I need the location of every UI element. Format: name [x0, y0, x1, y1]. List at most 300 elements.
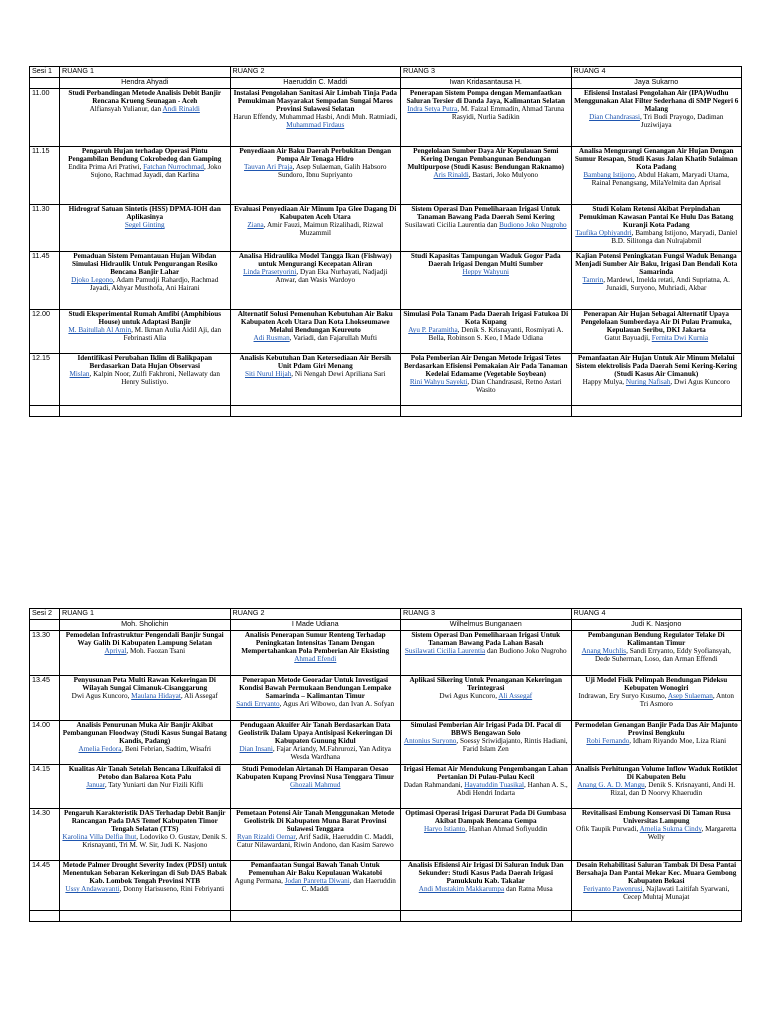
room-label: RUANG 3 [401, 609, 572, 620]
empty-row [30, 911, 742, 922]
paper-authors [574, 737, 740, 745]
presenter-name[interactable]: Ussy Andawayanti [65, 885, 120, 894]
paper-authors [574, 378, 740, 386]
session-chair: Iwan Kridasantausa H. [401, 78, 572, 89]
presenter-name[interactable]: Fatchan Nurrochmad [143, 163, 205, 172]
empty-cell [401, 406, 572, 417]
paper-cell [401, 310, 572, 354]
coauthors: , Ni Nengah Dewi Apriliana Sari [291, 370, 386, 379]
paper-title: Studi Perbandingan Metode Analisis Debit Banjir Rencana Krueng Seunagan - Aceh [68, 89, 222, 106]
presenter-name[interactable]: Maulana Hidayat [131, 692, 181, 701]
session-2-body [30, 609, 742, 922]
paper-title: Pemetaan Potensi Air Tanah Menggunakan Metode Geolistrik Di Kabupaten Muna Barat Provinsi Sulawesi Tenggara [236, 809, 395, 834]
chair-spacer [30, 620, 60, 631]
presenter-name[interactable]: Rini Wahyu Sayekti [409, 378, 468, 387]
schedule-row [30, 252, 742, 310]
paper-title: Simulasi Pola Tanam Pada Daerah Irigasi Fatukoa Di Kota Kupang [403, 310, 569, 327]
schedule-row [30, 310, 742, 354]
paper-authors [62, 163, 228, 179]
paper-authors [403, 171, 569, 179]
paper-title: Pemaduan Sistem Pemantauan Hujan Wibdan Simulasi Hidraulik Untuk Pengurangan Resiko Bencana Banjir Lahar [72, 252, 218, 277]
author-list: Harun Effendy, Muhammad Hasbi, Andi Muh. Ratmiadi, [233, 113, 398, 122]
paper-authors [403, 885, 569, 893]
paper-authors [62, 833, 228, 849]
schedule-row [30, 631, 742, 676]
paper-title: Analisis Perhitungan Volume Inflow Waduk Rotiklot Di Kabupaten Belu [575, 765, 738, 782]
paper-cell [571, 765, 742, 809]
room-label: RUANG 2 [230, 67, 401, 78]
paper-authors [233, 781, 399, 789]
paper-title: Studi Kolam Retensi Akibat Perpindahan Pemukiman Kawasan Pantai Ke Hulu Das Batang Kuranji Kota Padang [579, 205, 734, 230]
paper-cell [401, 631, 572, 676]
paper-cell [230, 310, 401, 354]
author-list: Alfiansyah Yulianur, dan [89, 105, 162, 114]
room-label: RUANG 4 [571, 609, 742, 620]
paper-authors [62, 885, 228, 893]
presenter-name[interactable]: Robi Fernando [586, 737, 630, 746]
room-label: RUANG 4 [571, 67, 742, 78]
presenter-name[interactable]: Ahmad Efendi [294, 655, 337, 664]
room-label: RUANG 1 [60, 67, 231, 78]
paper-cell [401, 252, 572, 310]
room-header-row [30, 67, 742, 78]
paper-authors [62, 647, 228, 655]
presenter-name[interactable]: Anang G. A. D. Mangu [577, 781, 645, 790]
coauthors: , Dwi Agus Kuncoro [670, 378, 730, 387]
paper-cell [60, 861, 231, 911]
author-list: Endita Prima Ari Pratiwi, [68, 163, 142, 172]
time-slot: 13.30 [30, 631, 60, 676]
paper-authors [403, 737, 569, 753]
time-slot: 13.45 [30, 676, 60, 721]
paper-title: Kajian Potensi Peningkatan Fungsi Waduk Benanga Menjadi Sumber Air Baku, Irigasi Dan Bendali Kota Samarinda [575, 252, 738, 277]
paper-authors [574, 781, 740, 797]
coauthors: , Fajar Ariandy, M.Fahrurozi, Yan Aditya Wesda Wardhana [272, 745, 391, 762]
paper-cell [571, 676, 742, 721]
paper-authors [574, 334, 740, 342]
empty-cell [230, 406, 401, 417]
author-list: Dwi Agus Kuncoro, [71, 692, 130, 701]
presenter-name[interactable]: Antonius Suryono [403, 737, 457, 746]
paper-cell [230, 676, 401, 721]
coauthors: , Anton Tri Asmoro [639, 692, 735, 709]
paper-title: Pembangunan Bendung Regulator Telake Di Kalimantan Timur [587, 631, 725, 648]
chair-row [30, 620, 742, 631]
paper-authors [403, 105, 569, 121]
session-chair: Judi K. Nasjono [571, 620, 742, 631]
paper-title: Uji Model Fisik Pelimpah Bendungan Pideksu Kebupaten Wonogiri [585, 676, 728, 693]
paper-cell [571, 861, 742, 911]
paper-cell [60, 252, 231, 310]
presenter-name[interactable]: Ayu P. Paramitha [408, 326, 458, 335]
paper-authors [233, 370, 399, 378]
presenter-name[interactable]: Bambang Istijono [583, 171, 635, 180]
paper-cell [571, 89, 742, 147]
author-list: Indrawan, Ery Suryo Kusumo, [578, 692, 667, 701]
paper-authors [574, 276, 740, 292]
paper-authors [62, 105, 228, 113]
paper-authors [233, 268, 399, 284]
paper-cell [60, 721, 231, 765]
paper-cell [401, 147, 572, 205]
schedule-row [30, 765, 742, 809]
presenter-name[interactable]: Indra Setya Putra [407, 105, 458, 114]
paper-cell [230, 252, 401, 310]
presenter-name[interactable]: Andi Mustakim Makkarumpa [418, 885, 505, 894]
paper-authors [574, 113, 740, 129]
paper-title: Penerapan Sistem Pompa dengan Memanfaatkan Saluran Tersier di Danda Jaya, Kalimantan Selatan [406, 89, 566, 106]
presenter-name[interactable]: Ziana [247, 221, 264, 230]
chair-spacer [30, 78, 60, 89]
presenter-name[interactable]: Hayatuddin Tuasikal [464, 781, 524, 790]
presenter-name[interactable]: Heppy Wahyuni [462, 268, 510, 277]
coauthors: , dan Haeruddin C. Maddi [301, 877, 396, 894]
room-label: RUANG 3 [401, 67, 572, 78]
time-slot: 14.45 [30, 861, 60, 911]
paper-cell [401, 861, 572, 911]
presenter-name[interactable]: Tamrin [582, 276, 604, 285]
paper-title: Efisiensi Instalasi Pengolahan Air (IPA)Wudhu Menggunakan Alat Filter Sederhana di SMP Negeri 6 Malang [574, 89, 739, 114]
presenter-name[interactable]: Amelia Sukma Cindy [639, 825, 702, 834]
chair-row [30, 78, 742, 89]
empty-cell [230, 911, 401, 922]
presenter-name[interactable]: Andi Rinaldi [162, 105, 200, 114]
paper-authors [574, 647, 740, 663]
paper-cell [571, 147, 742, 205]
schedule-row [30, 676, 742, 721]
paper-cell [230, 861, 401, 911]
coauthors: , Beni Febrian, Sadtim, Wisafri [121, 745, 212, 754]
coauthors: , Donny Harisuseno, Rini Febriyanti [119, 885, 225, 894]
presenter-name[interactable]: Djoko Legono [71, 276, 113, 285]
paper-authors [403, 268, 569, 276]
coauthors: , Joko Sujono, Rachmad Jayadi, dan Karlina [90, 163, 222, 180]
paper-cell [60, 89, 231, 147]
presenter-name[interactable]: Ryan Rizaldi Oemar [236, 833, 296, 842]
paper-title: Pemanfaatan Sungai Bawah Tanah Untuk Pemenuhan Air Baku Kepulauan Wakatobi [248, 861, 383, 878]
paper-authors [62, 745, 228, 753]
coauthors: , Bastari, Joko Mulyono [468, 171, 539, 180]
presenter-name[interactable]: Dian Insani [239, 745, 273, 754]
paper-title: Sistem Operasi Dan Pemeliharaan Irigasi Untuk Tanaman Bawang Pada Daerah Semi Kering [411, 205, 561, 222]
presenter-name[interactable]: Amelia Fedora [78, 745, 122, 754]
paper-cell [60, 354, 231, 406]
schedule-row [30, 354, 742, 406]
paper-title: Revitalisasi Embung Konservasi Di Taman Rusa Universitas Lampung [581, 809, 731, 826]
paper-cell [571, 354, 742, 406]
paper-authors [403, 221, 569, 229]
session-1-body [30, 67, 742, 417]
paper-cell [230, 354, 401, 406]
paper-title: Identifikasi Perubahan Iklim di Balikpapan Berdasarkan Data Hujan Observasi [77, 354, 213, 371]
paper-authors [403, 326, 569, 342]
paper-cell [401, 354, 572, 406]
paper-cell [230, 147, 401, 205]
paper-title: Desain Rehabilitasi Saluran Tambak Di Desa Pantai Bersahaja Dan Pantai Mekar Kec. Muara Gembong Kabupaten Bekasi [576, 861, 737, 886]
paper-cell [60, 765, 231, 809]
empty-cell [30, 911, 60, 922]
paper-authors [574, 692, 740, 708]
paper-cell [401, 676, 572, 721]
paper-authors [403, 692, 569, 700]
presenter-name[interactable]: Ali Assegaf [498, 692, 533, 701]
paper-title: Studi Kapasitas Tampungan Waduk Gogor Pada Daerah Irigasi Dengan Multi Sumber [410, 252, 561, 269]
presenter-name[interactable]: Sandi Erryanto [236, 700, 280, 709]
paper-title: Sistem Operasi Dan Pemeliharaan Irigasi Untuk Tanaman Bawang Pada Lahan Basah [411, 631, 561, 648]
coauthors: , Soessy Sriwidjajanto, Rintis Hadiani, Farid Islam Zen [456, 737, 568, 754]
coauthors: , Dian Chandrasasi, Retno Astari Wasito [467, 378, 562, 395]
paper-authors [233, 745, 399, 761]
paper-authors [233, 113, 399, 129]
paper-title: Analisa Mengurangi Genangan Air Hujan Dengan Sumur Resapan, Studi Kasus Jalan Khatib Sulaiman Kota Padang [574, 147, 738, 172]
paper-cell [60, 631, 231, 676]
session-1-table [29, 66, 742, 417]
session-chair: Hendra Ahyadi [60, 78, 231, 89]
coauthors: , Najlawati Laitifah Syarwani, Cecep Muhtaj Munajat [623, 885, 730, 902]
paper-title: Analisis Kebutuhan Dan Ketersediaan Air Bersih Unit Pdam Giri Menang [239, 354, 391, 371]
presenter-name[interactable]: Susilawati Cicilia Laurentia [404, 647, 486, 656]
coauthors: , Kalpin Noor, Zulfi Fakhroni, Nellawaty dan Henry Sulistiyo. [89, 370, 220, 387]
presenter-name[interactable]: Taufika Ophiyandri [575, 229, 632, 238]
presenter-name[interactable]: Januar [86, 781, 105, 790]
coauthors: , Moh. Faozan Tsani [126, 647, 186, 656]
empty-cell [401, 911, 572, 922]
paper-authors [62, 692, 228, 700]
paper-title: Permodelan Genangan Banjir Pada Das Air Majunto Provinsi Bengkulu [574, 721, 738, 738]
paper-cell [571, 809, 742, 861]
paper-title: Penyediaan Air Baku Daerah Perbukitan Dengan Pompa Air Tenaga Hidro [239, 147, 392, 164]
empty-cell [571, 911, 742, 922]
author-list: Agung Permana, [234, 877, 283, 886]
paper-authors [403, 378, 569, 394]
empty-cell [30, 406, 60, 417]
presenter-name[interactable]: Nuring Nafisah [625, 378, 671, 387]
coauthors: , Idham Riyando Moe, Liza Riani [629, 737, 727, 746]
presenter-name[interactable]: Fernita Dwi Kurnia [651, 334, 709, 343]
paper-title: Alternatif Solusi Pemenuhan Kebutuhan Air Baku Kabupaten Aceh Utara Dan Kota Lhokseumawe Melalui Bendungan Keureuto [237, 310, 393, 335]
presenter-name[interactable]: Muhammad Firdaus [286, 121, 345, 130]
coauthors: dan Ratna Musa [504, 885, 553, 894]
paper-authors [574, 885, 740, 901]
paper-title: Penerapan Air Hujan Sebagai Alternatif Upaya Pengelolaan Sumberdaya Air Di Pulau Pramuka, Kepulauan Seribu, DKI Jakarta [580, 310, 732, 335]
paper-title: Pengelolaan Sumber Daya Air Kepulauan Semi Kering Dengan Pembangunan Bendungan Multipurpose (Studi Kasus: Bendungan Raknamo) [407, 147, 565, 172]
author-list: Gatut Bayuadji, [604, 334, 650, 343]
paper-cell [60, 147, 231, 205]
paper-cell [571, 310, 742, 354]
presenter-name[interactable]: Haryo Istianto [423, 825, 466, 834]
paper-cell [60, 809, 231, 861]
paper-cell [401, 89, 572, 147]
paper-cell [401, 721, 572, 765]
time-slot: 14.15 [30, 765, 60, 809]
empty-cell [571, 406, 742, 417]
paper-title: Analisis Penurunan Muka Air Banjir Akibat Pembangunan Floodway (Studi Kasus Sungai Batang Kandis, Padang) [62, 721, 227, 746]
coauthors: , Variadi, dan Fajarullah Mufti [289, 334, 377, 343]
empty-row [30, 406, 742, 417]
presenter-name[interactable]: Ghozali Mahmud [289, 781, 341, 790]
presenter-name[interactable]: Adi Rusman [253, 334, 290, 343]
coauthors: , Margaretta Welly [647, 825, 737, 842]
presenter-name[interactable]: Siti Nurul Hijah [244, 370, 292, 379]
paper-title: Pengaruh Karakteristik DAS Terhadap Debit Banjir Rancangan Pada DAS Temef Kabupaten Timor Tengah Selatan (TTS) [63, 809, 226, 834]
paper-title: Simulasi Pemberian Air Irigasi Pada DI. Pacal di BBWS Bengawan Solo [410, 721, 561, 738]
room-label: RUANG 2 [230, 609, 401, 620]
paper-authors [574, 229, 740, 245]
room-label: RUANG 1 [60, 609, 231, 620]
presenter-name[interactable]: Jodan Panretta Diwani [284, 877, 350, 886]
paper-cell [230, 765, 401, 809]
paper-title: Analisis Penerapan Sumur Renteng Terhadap Peningkatan Intensitas Tanam Dengan Mempertahankan Pola Pemberian Air Eksisting [241, 631, 390, 656]
paper-authors [233, 700, 399, 708]
paper-cell [571, 721, 742, 765]
paper-cell [230, 89, 401, 147]
paper-authors [574, 171, 740, 187]
coauthors: , Hanhan Ahmad Sofiyuddin [465, 825, 548, 834]
paper-authors [62, 221, 228, 229]
coauthors: , Dyan Eka Nurhayati, Nadjadji Anwar, dan Wasis Wardoyo [275, 268, 388, 285]
paper-cell [401, 765, 572, 809]
presenter-name[interactable]: Karolina Villa Delfia Ihut [62, 833, 137, 842]
coauthors: , Denik S. Krisnayanti, Andi H. Rizal, dan D Noorvy Khaerudin [610, 781, 736, 798]
author-list: Dwi Agus Kuncoro, [439, 692, 498, 701]
coauthors: , Bambang Istijono, Maryadi, Daniel B.D. Silitonga dan Nulrajabmil [611, 229, 738, 246]
paper-title: Optimasi Operasi Irigasi Darurat Pada Di Gumbasa Akibat Dampak Bencana Gempa [405, 809, 567, 826]
paper-cell [571, 631, 742, 676]
author-list: Dadan Rahmandani, [403, 781, 463, 790]
coauthors: , Denik S. Krisnayanti, Rosmiyati A. Bella, Robinson S. Keo, I Made Udiana [428, 326, 564, 343]
paper-title: Penerapan Metode Georadar Untuk Investigasi Kondisi Bawah Permukaan Bendungan Lempake Samarinda – Kalimantan Timur [239, 676, 392, 701]
presenter-name[interactable]: Dian Chandrasasi [589, 113, 640, 122]
paper-title: Pendugaan Akuifer Air Tanah Berdasarkan Data Geolistrik Dalam Upaya Antisipasi Kekeringan Di Kabupaten Gunung Kidul [238, 721, 393, 746]
coauthors: , Amir Fauzi, Maimun Rizalihadi, Rizwal Muzammil [263, 221, 384, 238]
presenter-name[interactable]: Segel Ginting [124, 221, 165, 230]
paper-title: Metode Palmer Drought Severity Index (PDSI) untuk Menentukan Sebaran Kekeringan di Sub DAS Babak Kab. Lombok Tengah Provinsi NTB [62, 861, 227, 886]
paper-title: Kualitas Air Tanah Setelah Bencana Likuifaksi di Petobo dan Balaroa Kota Palu [68, 765, 221, 782]
paper-title: Pemodelan Infrastruktur Pengendali Banjir Sungai Way Galih Di Kabupaten Lampung Selatan [65, 631, 224, 648]
author-list: Ofik Taupik Purwadi, [576, 825, 639, 834]
schedule-row [30, 721, 742, 765]
presenter-name[interactable]: Linda Prasetyorini [243, 268, 297, 277]
time-slot: 12.15 [30, 354, 60, 406]
paper-title: Analisa Hidraulika Model Tangga Ikan (Fishway) untuk Mengurangi Kecepatan Aliran [238, 252, 392, 269]
paper-authors [233, 221, 399, 237]
presenter-name[interactable]: Feriyanto Pawenrusi [583, 885, 643, 894]
session-chair: Jaya Sukarno [571, 78, 742, 89]
paper-authors [62, 326, 228, 342]
paper-cell [60, 205, 231, 252]
time-slot: 11.45 [30, 252, 60, 310]
presenter-name[interactable]: Asep Sulaeman [667, 692, 713, 701]
paper-authors [62, 370, 228, 386]
time-slot: 12.00 [30, 310, 60, 354]
coauthors: , Adam Pamudji Rahardjo, Rachmad Jayadi, Akhyar Musthofa, Ani Hairani [89, 276, 219, 293]
coauthors: , Hanhan A. S., Abdi Hendri Indarta [456, 781, 568, 798]
paper-cell [571, 205, 742, 252]
coauthors: , Sandi Erryanto, Eddy Syofiansyah, Dede Suherman, Loso, dan Arman Effendi [594, 647, 731, 664]
time-slot: 14.00 [30, 721, 60, 765]
time-slot: 11.15 [30, 147, 60, 205]
paper-authors [233, 163, 399, 179]
schedule-row [30, 205, 742, 252]
coauthors: , Asep Sulaeman, Galih Habsoro Sundoro, Ibnu Supriyanto [278, 163, 387, 180]
schedule-row [30, 809, 742, 861]
paper-title: Pengaruh Hujan terhadap Operasi Pintu Pengambilan Bendung Cokrobedog dan Gamping [68, 147, 222, 164]
paper-title: Hidrograf Satuan Sintetis (HSS) DPMA-IOH dan Aplikasinya [68, 205, 221, 222]
paper-cell [60, 676, 231, 721]
paper-title: Analisis Efisiensi Air Irigasi Di Saluran Induk Dan Sekunder: Studi Kasus Pada Daerah Irigasi Pamukkulu Kab. Takalar [407, 861, 564, 886]
paper-cell [571, 252, 742, 310]
session-label: Sesi 2 [30, 609, 60, 620]
empty-cell [60, 911, 231, 922]
time-slot: 11.30 [30, 205, 60, 252]
paper-cell [60, 310, 231, 354]
paper-authors [233, 877, 399, 893]
paper-cell [230, 809, 401, 861]
paper-title: Aplikasi Sikering Untuk Penanganan Kekeringan Terintegrasi [409, 676, 563, 693]
coauthors: , Abdul Hakam, Maryadi Utama, Rainal Penangsang, MilaYelmita dan Aprisal [591, 171, 730, 188]
paper-authors [403, 781, 569, 797]
paper-cell [230, 721, 401, 765]
paper-authors [403, 825, 569, 833]
paper-authors [233, 334, 399, 342]
coauthors: dan Budiono Joko Nugroho [485, 647, 567, 656]
paper-authors [574, 825, 740, 841]
paper-title: Penyusunan Peta Multi Rawan Kekeringan Di Wilayah Sungai Cimanuk-Cisanggarung [73, 676, 216, 693]
presenter-name[interactable]: Aris Rinaldi [433, 171, 469, 180]
session-2-table [29, 608, 742, 922]
paper-title: Studi Pemodelan Airtanah Di Hamparan Oesao Kabupaten Kupang Provinsi Nusa Tenggara Timur [236, 765, 395, 782]
coauthors: , Taty Yuniarti dan Nur Fizili Kifli [104, 781, 204, 790]
presenter-name[interactable]: Apriyal [104, 647, 127, 656]
schedule-row [30, 147, 742, 205]
paper-authors [233, 833, 399, 849]
paper-cell [401, 809, 572, 861]
author-list: Susilawati Cicilia Laurentia dan [404, 221, 498, 230]
coauthors: , Ali Assegaf [180, 692, 218, 701]
presenter-name[interactable]: Mislan [69, 370, 90, 379]
time-slot: 11.00 [30, 89, 60, 147]
paper-authors [62, 781, 228, 789]
paper-authors [403, 647, 569, 655]
time-slot: 14.30 [30, 809, 60, 861]
coauthors: , Mardewi, Imelda retati, Andi Supriatna, A. Junaidi, Suryono, Muhriadi, Akbar [603, 276, 730, 293]
paper-authors [233, 655, 399, 663]
coauthors: , Tri Budi Prayogo, Dadiman Juziwijaya [639, 113, 724, 130]
schedule-row [30, 89, 742, 147]
presenter-name[interactable]: Budiono Joko Nugroho [499, 221, 567, 230]
paper-cell [230, 631, 401, 676]
room-header-row [30, 609, 742, 620]
presenter-name[interactable]: Tauvan Ari Praja [244, 163, 293, 172]
schedule-row [30, 861, 742, 911]
presenter-name[interactable]: Anang Muchlis [581, 647, 627, 656]
session-label: Sesi 1 [30, 67, 60, 78]
coauthors: , M. Faizal Emmadin, Ahmad Taruna Rasyidi, Nurlia Sadikin [451, 105, 565, 122]
paper-cell [230, 205, 401, 252]
paper-title: Studi Eksperimental Rumah Amfibi (Amphibious House) untuk Adaptasi Banjir [68, 310, 222, 327]
empty-cell [60, 406, 231, 417]
coauthors: , Arif Sadik, Haeruddin C. Maddi, Catur Nilawardani, Riwin Andono, dan Kasim Sarewo [236, 833, 394, 850]
paper-title: Evaluasi Penyediaan Air Minum Ipa Glee Dagang Di Kabupaten Aceh Utara [234, 205, 397, 222]
paper-title: Instalasi Pengolahan Sanitasi Air Limbah Tinja Pada Pemukiman Masyarakat Sempadan Sungai Maros Provinsi Sulawesi Selatan [233, 89, 397, 114]
session-chair: I Made Udiana [230, 620, 401, 631]
author-list: Happy Mulya, [582, 378, 625, 387]
session-chair: Moh. Sholichin [60, 620, 231, 631]
paper-title: Pemanfaatan Air Hujan Untuk Air Minum Melalui Sistem elektrolisis Pada Daerah Semi Kering-Kering (Studi Kasus Air Cimanuk) [575, 354, 737, 379]
session-chair: Haeruddin C. Maddi [230, 78, 401, 89]
paper-authors [62, 276, 228, 292]
presenter-name[interactable]: M. Baitullah Al Amin [68, 326, 132, 335]
